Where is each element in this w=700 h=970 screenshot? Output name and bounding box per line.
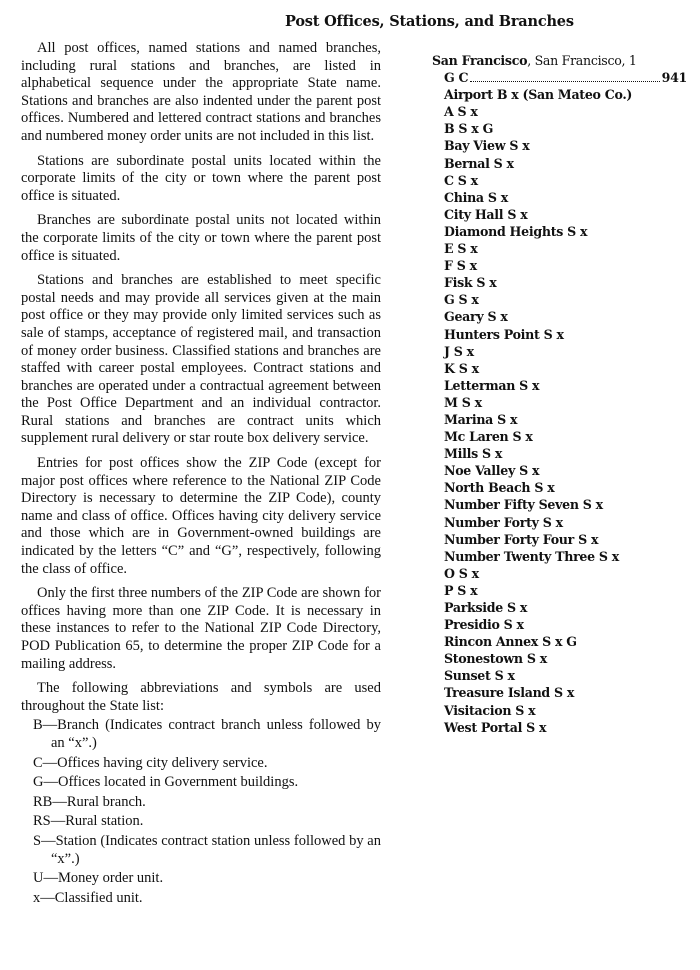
- station-entry: Visitacion S x: [444, 702, 536, 718]
- station-entry: Presidio S x: [444, 617, 524, 633]
- station-entry: F S x: [444, 258, 477, 274]
- station-entry: Number Forty S x: [444, 514, 563, 530]
- post-office-name: San Francisco: [432, 53, 528, 68]
- station-entry: Marina S x: [444, 411, 518, 427]
- station-entry: Diamond Heights S x: [444, 223, 588, 239]
- station-entry: B S x G: [444, 121, 494, 137]
- station-entry: Rincon Annex S x G: [444, 634, 577, 650]
- post-office-entry: [432, 52, 687, 69]
- station-entry: North Beach S x: [444, 480, 555, 496]
- abbreviation-item: S—Station (Indicates contract station unless followed by an “x”.): [33, 832, 381, 867]
- station-entry: Bay View S x: [444, 138, 530, 154]
- station-entry: China S x: [444, 189, 508, 205]
- station-entry: Number Fifty Seven S x: [444, 497, 603, 513]
- station-entry: Bernal S x: [444, 155, 514, 171]
- station-entry: J S x: [444, 343, 474, 359]
- intro-paragraph: Only the first three numbers of the ZIP Code are shown for offices having more than one ZIP Code. It is necessary in these instances to refer to the National ZIP Code Directory, POD Publication 65, to determine the proper ZIP Code for a mailing address.: [21, 585, 381, 672]
- abbreviation-item: G—Offices located in Government buildings.: [33, 774, 299, 791]
- page-header: Post Offices, Stations, and Branches: [285, 13, 574, 30]
- station-entry: K S x: [444, 360, 479, 376]
- abbreviation-item: x—Classified unit.: [33, 889, 143, 906]
- abbreviation-item: RB—Rural branch.: [33, 793, 146, 810]
- abbreviation-item: C—Offices having city delivery service.: [33, 754, 268, 771]
- zip-code: 941: [661, 70, 687, 86]
- station-entry: P S x: [444, 582, 478, 598]
- station-entry: Treasure Island S x: [444, 685, 575, 701]
- abbreviation-item: RS—Rural station.: [33, 813, 144, 830]
- station-list: [432, 86, 687, 736]
- intro-column: [21, 40, 381, 909]
- station-entry: Fisk S x: [444, 275, 497, 291]
- station-entry: E S x: [444, 241, 478, 257]
- abbreviation-list: [21, 717, 381, 907]
- station-entry: Airport B x (San Mateo Co.): [444, 87, 633, 103]
- intro-paragraph: Stations are subordinate postal units located within the corporate limits of the city or town where the parent post office is situated.: [21, 152, 381, 204]
- class-codes: G C: [444, 70, 469, 86]
- station-entry: Geary S x: [444, 309, 508, 325]
- station-entry: G S x: [444, 292, 479, 308]
- abbreviation-item: B—Branch (Indicates contract branch unless followed by an “x”.): [33, 717, 381, 751]
- station-entry: Sunset S x: [444, 668, 515, 684]
- station-entry: Number Forty Four S x: [444, 531, 599, 547]
- station-entry: Parkside S x: [444, 600, 528, 615]
- station-entry: Letterman S x: [444, 377, 540, 393]
- abbreviation-item: U—Money order unit.: [33, 870, 164, 887]
- dot-leader: [470, 81, 659, 82]
- station-entry: West Portal S x: [444, 719, 547, 735]
- station-entry: C S x: [444, 172, 478, 188]
- station-entry: O S x: [444, 565, 479, 581]
- station-entry: Mc Laren S x: [444, 429, 533, 445]
- intro-paragraph: Entries for post offices show the ZIP Code (except for major post offices where reference to the National ZIP Code Directory is necessary to determine the ZIP Code), county name and class of office. Offices having city delivery service and those which are in Government-owned buildings are indicated by the letters “C” and “G”, respectively, following the class of office.: [21, 455, 381, 577]
- station-entry: A S x: [444, 104, 478, 120]
- station-entry: Mills S x: [444, 446, 503, 462]
- station-entry: Number Twenty Three S x: [444, 548, 620, 564]
- station-entry: Stonestown S x: [444, 651, 547, 667]
- listing-column: [432, 52, 687, 736]
- intro-paragraph: Branches are subordinate postal units not located within the corporate limits of the city or town where the parent post office is situated.: [21, 212, 381, 264]
- station-entry: Hunters Point S x: [444, 326, 564, 342]
- class-zip-line: [432, 69, 687, 86]
- station-entry: Noe Valley S x: [444, 463, 540, 479]
- intro-paragraph: Stations and branches are established to meet specific postal needs and may provide all services given at the main post office or they may provide only limited services such as sale of stamps, acceptance of registered mail, and transaction of money order business. Classified stations and branches are staffed with career postal employees. Contract stations and branches are operated under a contractual agreement between the Post Office Department and an individual contractor. Rural stations and branches are contract units which supplement rural delivery or star route box delivery service.: [21, 272, 381, 447]
- station-entry: City Hall S x: [444, 206, 528, 222]
- station-entry: M S x: [444, 394, 482, 410]
- intro-paragraph: All post offices, named stations and named branches, including rural stations and branches, are listed in alphabetical sequence under the appropriate State name. Stations and branches are also indented under the parent post offices. Numbered and lettered contract stations and branches and numbered money order units are not included in this list.: [21, 40, 381, 144]
- intro-paragraph: The following abbreviations and symbols are used throughout the State list:: [21, 680, 381, 714]
- post-office-details: , San Francisco, 1: [527, 53, 637, 68]
